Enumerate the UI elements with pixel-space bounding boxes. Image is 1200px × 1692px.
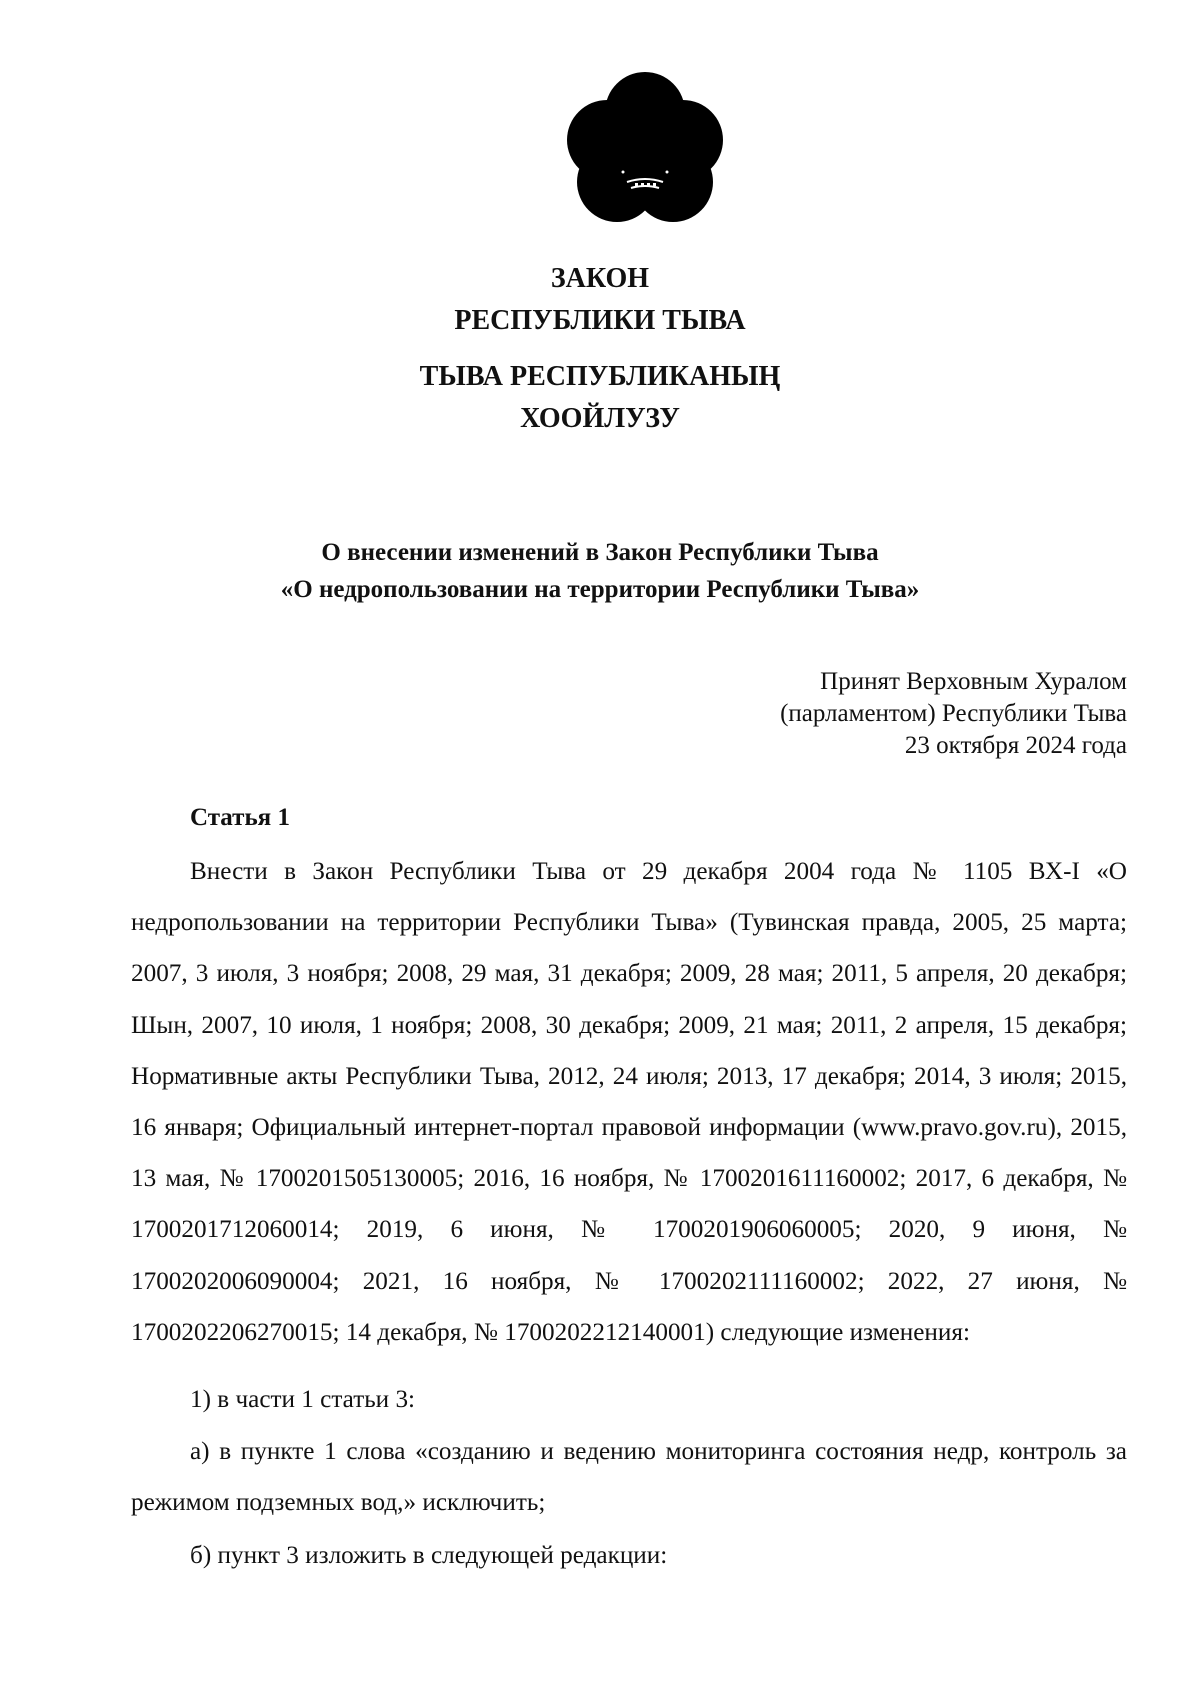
adoption-note (527, 666, 1127, 762)
coat-of-arms-emblem (565, 70, 725, 230)
list-item-1 (131, 1374, 1127, 1425)
list-item-a-text: а) в пункте 1 слова «созданию и ведению мониторинга состояния недр, контроль за режимом подземных вод,» исключить; (131, 1438, 1127, 1517)
law-subject-line-1: О внесении изменений в Закон Республики Тыва (321, 539, 879, 566)
law-title-line-2: РЕСПУБЛИКИ ТЫВА (454, 305, 746, 336)
list-item-b-text: б) пункт 3 изложить в следующей редакции: (190, 1542, 668, 1569)
law-title-tuvan (0, 356, 1200, 440)
law-title-tuvan-line-2: ХООЙЛУЗУ (520, 403, 680, 434)
article-title: Статья 1 (190, 804, 290, 831)
law-title-russian (0, 258, 1200, 342)
list-item-a (131, 1426, 1127, 1528)
adoption-date: 23 октября 2024 года (904, 732, 1127, 759)
law-title-tuvan-line-1: ТЫВА РЕСПУБЛИКАНЫҢ (419, 361, 781, 392)
coat-of-arms-emblem-icon (565, 70, 725, 230)
law-title-line-1: ЗАКОН (550, 263, 650, 294)
adoption-line-1: Принят Верховным Хуралом (820, 668, 1127, 695)
adoption-line-2: (парламентом) Республики Тыва (780, 700, 1127, 727)
main-paragraph-text: Внести в Закон Республики Тыва от 29 декабря 2004 года № 1105 ВХ-I «О недропользовании на территории Республики Тыва» (Тувинская правда, 2005, 25 марта; 2007, 3 июля, 3 ноября; 2008, 29 мая, 31 декабря; 2009, 28 мая; 2011, 5 апреля, 20 декабря; Шын, 2007, 10 июля, 1 ноября; 2008, 30 декабря; 2009, 21 мая; 2011, 2 апреля, 15 декабря; Нормативные акты Республики Тыва, 2012, 24 июля; 2013, 17 декабря; 2014, 3 июля; 2015, 16 января; Официальный интернет-портал правовой информации (www.pravo.gov.ru), 2015, 13 мая, № 1700201505130005; 2016, 16 ноября, № 1700201611160002; 2017, 6 декабря, № 1700201712060014; 2019, 6 июня, № 1700201906060005; 2020, 9 июня, № 1700202006090004; 2021, 16 ноября, № 1700202111160002; 2022, 27 июня, № 1700202206270015; 14 декабря, № 1700202212140001) следующие изменения: (131, 858, 1127, 1346)
law-subject-heading (0, 534, 1200, 608)
law-subject-line-2: «О недропользовании на территории Республики Тыва» (280, 576, 920, 603)
article-main-paragraph (131, 846, 1127, 1358)
list-item-b (131, 1530, 1127, 1581)
list-item-1-text: 1) в части 1 статьи 3: (190, 1386, 416, 1413)
